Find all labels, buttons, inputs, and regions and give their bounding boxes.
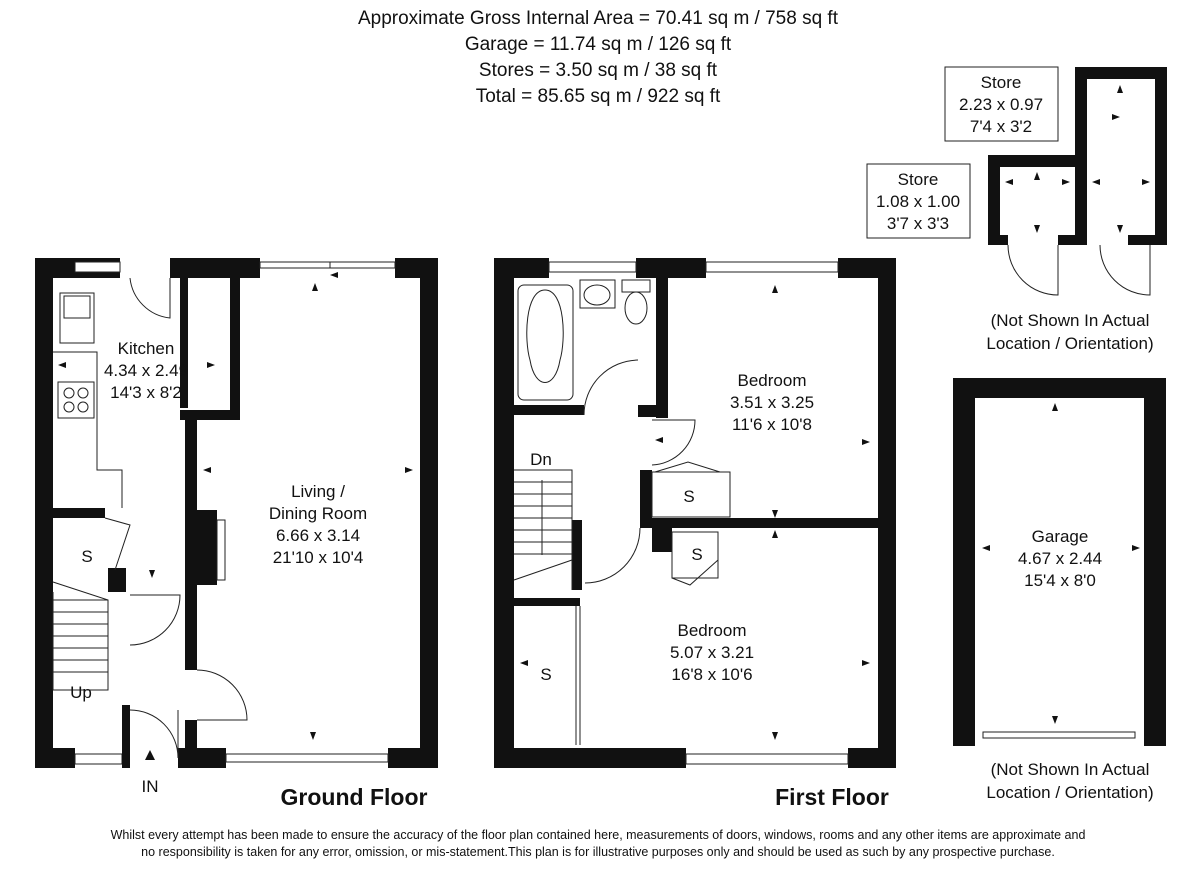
ff-wall-north-a (494, 258, 549, 278)
garage-door (983, 732, 1135, 738)
gf-wall-hall-living (185, 595, 197, 670)
store1-name: Store (980, 73, 1022, 92)
gf-window-living (226, 754, 388, 762)
ff-store-b-label: S (691, 545, 703, 564)
gf-door-kitchen-hall (130, 595, 180, 645)
store2-door (1008, 245, 1058, 295)
ground-floor-plan (35, 258, 438, 810)
stores-note-2: Location / Orientation) (986, 334, 1154, 353)
store2-wall-bottom-b (1058, 235, 1087, 245)
gf-wall-east (420, 258, 438, 768)
ff-wall-bath-corner (638, 405, 668, 417)
garage-note-2: Location / Orientation) (986, 783, 1154, 802)
outbuilding-stores (867, 67, 1167, 353)
ff-wall-south-a (494, 748, 686, 768)
ff-wall-north-b (636, 258, 706, 278)
gf-wall-living-west (185, 415, 197, 595)
ff-wall-east (878, 258, 896, 768)
ff-wall-west (494, 258, 514, 768)
store2-wall-left (988, 155, 1000, 245)
gf-wall-hall-living-b (185, 720, 197, 768)
gf-wall-chimney-top (230, 278, 240, 418)
hob-icon (58, 382, 94, 418)
first-floor-title: First Floor (775, 784, 889, 810)
gf-chimney-breast (197, 510, 217, 585)
bedroom2-name: Bedroom (677, 621, 747, 640)
kitchen-name: Kitchen (117, 339, 175, 358)
ff-door-bath (584, 360, 638, 415)
bedroom2-imperial: 16'8 x 10'6 (671, 665, 753, 684)
living-name-2: Dining Room (268, 504, 368, 523)
bedroom1-name: Bedroom (737, 371, 807, 390)
ff-window-bed2 (686, 754, 848, 764)
bedroom2-metric: 5.07 x 3.21 (669, 643, 755, 662)
kitchen-metric: 4.34 x 2.49 (103, 361, 189, 380)
area-stores: Stores = 3.50 sq m / 38 sq ft (478, 60, 718, 81)
gf-wall-stair-block (108, 568, 126, 592)
ff-window-bath (549, 262, 636, 272)
store1-wall-top (1075, 67, 1167, 79)
area-garage: Garage = 11.74 sq m / 126 sq ft (464, 34, 732, 55)
ff-wall-bed1-bed2 (640, 518, 896, 528)
ff-dn-label: Dn (530, 450, 552, 469)
ff-store-a-label: S (683, 487, 695, 506)
gf-door-store (105, 518, 130, 570)
gf-window-hall (75, 754, 122, 764)
gf-wall-porch (122, 705, 130, 765)
garage-imperial: 15'4 x 8'0 (1024, 571, 1096, 590)
toilet-icon (622, 280, 650, 292)
bedroom1-metric: 3.51 x 3.25 (729, 393, 815, 412)
garage-wall-right (1144, 378, 1166, 746)
store2-imperial: 3'7 x 3'3 (886, 214, 950, 233)
garage-note-1: (Not Shown In Actual (990, 760, 1150, 779)
ff-wall-bath-bed1 (656, 278, 668, 418)
gf-up-label: Up (70, 683, 92, 702)
store2-name: Store (897, 170, 939, 189)
ff-wall-store-block (652, 528, 672, 552)
area-gross: Approximate Gross Internal Area = 70.41 sq m / 758 sq ft (357, 8, 839, 29)
ff-window-bed1 (706, 262, 838, 272)
garage-plan (953, 378, 1166, 802)
garage-metric: 4.67 x 2.44 (1017, 549, 1103, 568)
ff-door-bed1 (652, 420, 695, 465)
gf-in-label: IN (141, 777, 159, 796)
ff-store-c-label: S (540, 665, 552, 684)
gf-wall-south-d (388, 748, 438, 768)
store2-wall-top (988, 155, 1087, 167)
gf-window-kitchen (75, 262, 120, 272)
gf-door-front (130, 710, 178, 758)
garage-wall-left (953, 378, 975, 746)
disclaimer-line-2: no responsibility is taken for any error, omission, or mis-statement.This plan is for illustrative purposes only and should be used as such by any prospective purchase. (141, 845, 1055, 859)
gf-door-kitchen-rear (130, 278, 170, 318)
ff-door-bed2 (585, 528, 640, 583)
gf-window-patio (260, 262, 395, 268)
living-imperial: 21'10 x 10'4 (272, 548, 364, 567)
ff-wall-store-top (514, 598, 580, 606)
disclaimer-line-1: Whilst every attempt has been made to ensure the accuracy of the floor plan contained here, measurements of doors, windows, rooms and any other items are approximate and (110, 828, 1086, 842)
gf-wall-south-a (35, 748, 75, 768)
ground-floor-title: Ground Floor (280, 784, 428, 810)
store1-wall-right (1155, 67, 1167, 245)
ff-wall-landing (640, 470, 652, 525)
gf-store-label: S (81, 547, 93, 566)
ff-staircase (514, 470, 572, 590)
gf-hearth (217, 520, 225, 580)
gf-staircase (53, 582, 108, 690)
living-metric: 6.66 x 3.14 (275, 526, 361, 545)
ff-wall-south-b (848, 748, 896, 768)
area-summary (358, 8, 839, 107)
gf-wall-kitchen-south (35, 508, 105, 518)
bedroom1-imperial: 11'6 x 10'8 (732, 415, 812, 434)
gf-door-living (197, 670, 247, 720)
ff-wall-bath-south (514, 405, 584, 415)
kitchen-imperial: 14'3 x 8'2 (110, 383, 182, 402)
store2-wall-bottom-a (988, 235, 1008, 245)
store1-metric: 2.23 x 0.97 (958, 95, 1044, 114)
store1-imperial: 7'4 x 3'2 (969, 117, 1033, 136)
store1-wall-bottom (1128, 235, 1167, 245)
ff-wall-stair-east (572, 520, 582, 590)
living-name-1: Living / (291, 482, 345, 501)
store2-metric: 1.08 x 1.00 (875, 192, 961, 211)
first-floor-plan (494, 258, 896, 810)
garage-wall-top (953, 378, 1166, 398)
area-total: Total = 85.65 sq m / 922 sq ft (475, 86, 721, 107)
garage-name: Garage (1031, 527, 1089, 546)
store1-door (1100, 245, 1150, 295)
gf-wall-north-living-a (180, 258, 260, 278)
stores-note-1: (Not Shown In Actual (990, 311, 1150, 330)
